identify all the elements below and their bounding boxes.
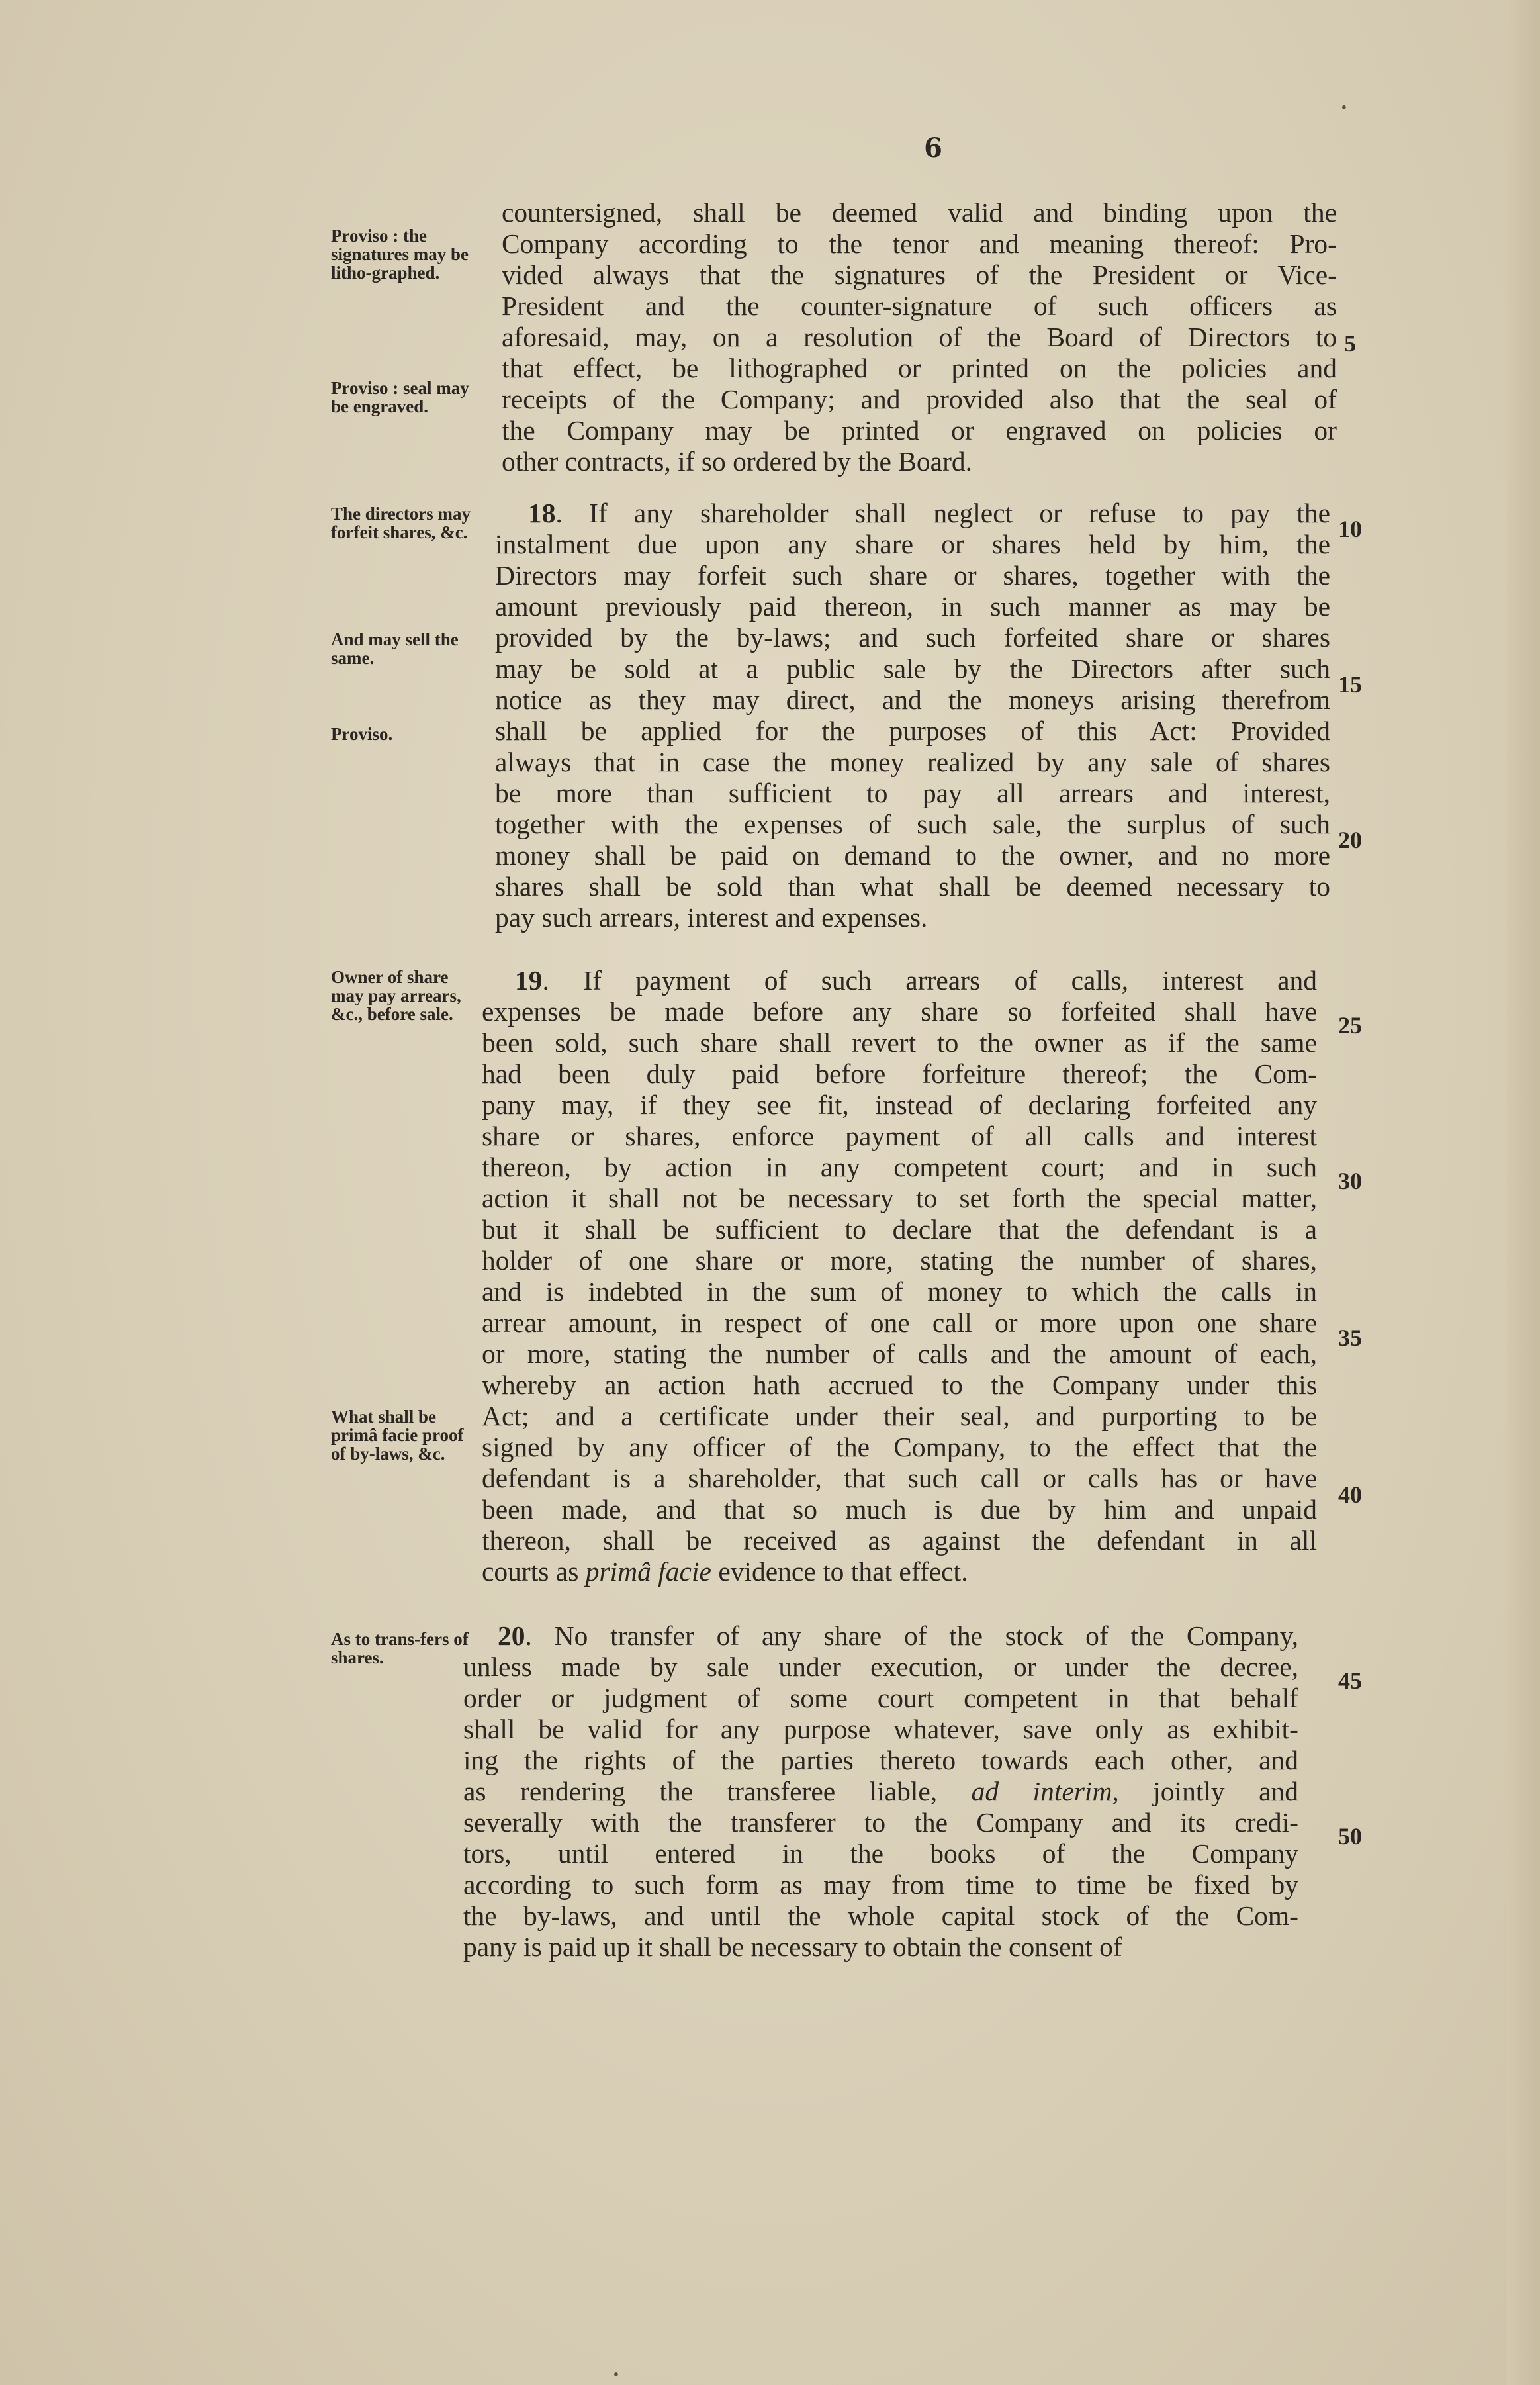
line-number: 30 — [1338, 1168, 1362, 1194]
margin-note-prima-facie: What shall be primâ facie proof of by-laws, &c. — [331, 1407, 464, 1464]
section-18 — [495, 498, 1330, 933]
text-line: receipts of the Company; and provided also that the seal of — [502, 384, 1337, 414]
margin-note-proviso-signatures: Proviso : the signatures may be litho-graphed. — [331, 226, 469, 283]
text-line: the by-laws, and until the whole capital stock of the Com- — [463, 1900, 1298, 1931]
text-line: ing the rights of the parties thereto towards each other, and — [463, 1745, 1298, 1775]
text-line: severally with the transferer to the Company and its credi- — [463, 1807, 1298, 1838]
text-line: whereby an action hath accrued to the Company under this — [482, 1370, 1317, 1400]
text-line: according to such form as may from time to time be fixed by — [463, 1869, 1298, 1900]
text-line: Company according to the tenor and meaning thereof: Pro- — [502, 228, 1337, 259]
line-number: 15 — [1338, 671, 1362, 698]
margin-note-directors-forfeit: The directors may forfeit shares, &c. — [331, 504, 471, 542]
text-fragment: jointly and — [1118, 1776, 1298, 1806]
margin-note-transfers: As to trans-fers of shares. — [331, 1629, 469, 1667]
text-line: be more than sufficient to pay all arrears and interest, — [495, 778, 1330, 808]
text-line: defendant is a shareholder, that such call or calls has or have — [482, 1463, 1317, 1493]
margin-note-proviso: Proviso. — [331, 724, 393, 744]
text-line: pany may, if they see fit, instead of declaring forfeited any — [482, 1090, 1317, 1120]
text-line: holder of one share or more, stating the number of shares, — [482, 1245, 1317, 1276]
italic-term-prima-facie: primâ facie — [585, 1556, 711, 1587]
line-number: 50 — [1338, 1823, 1362, 1849]
paragraph-17-continuation — [502, 197, 1337, 477]
text-line: may be sold at a public sale by the Directors after such — [495, 653, 1330, 684]
print-speck: • — [1340, 99, 1348, 115]
text-line: been sold, such share shall revert to the owner as if the same — [482, 1027, 1317, 1058]
text-line: arrear amount, in respect of one call or more upon one share — [482, 1307, 1317, 1338]
text-line: tors, until entered in the books of the Company — [463, 1838, 1298, 1869]
text-line: and is indebted in the sum of money to which the calls in — [482, 1276, 1317, 1307]
text-line: amount previously paid thereon, in such manner as may be — [495, 591, 1330, 622]
line-number: 45 — [1338, 1667, 1362, 1694]
text-line: order or judgment of some court competent in that behalf — [463, 1683, 1298, 1713]
text-line: shares shall be sold than what shall be deemed necessary to — [495, 871, 1330, 902]
text-line: signed by any officer of the Company, to the effect that the — [482, 1432, 1317, 1462]
page-edge-shadow — [1507, 0, 1540, 2385]
text-fragment: as rendering the transferee liable, — [463, 1776, 972, 1806]
text-line: President and the counter-signature of such officers as — [502, 291, 1337, 321]
text-line: action it shall not be necessary to set forth the special matter, — [482, 1183, 1317, 1213]
text-line: been made, and that so much is due by him and unpaid — [482, 1494, 1317, 1524]
text-fragment: evidence to that effect. — [711, 1556, 968, 1587]
text-line — [463, 1776, 1298, 1807]
section-number: 19 — [515, 965, 543, 996]
margin-note-owner-pay-arrears: Owner of share may pay arrears, &c., before sale. — [331, 967, 461, 1024]
text-line: instalment due upon any share or shares held by him, the — [495, 529, 1330, 559]
text-line: . If any shareholder shall neglect or refuse to pay the — [555, 498, 1330, 528]
text-line: or more, stating the number of calls and the amount of each, — [482, 1338, 1317, 1369]
text-line: notice as they may direct, and the moneys arising therefrom — [495, 684, 1330, 715]
text-line: that effect, be lithographed or printed on the policies and — [502, 353, 1337, 383]
text-line: Act; and a certificate under their seal, and purporting to be — [482, 1401, 1317, 1431]
text-line: countersigned, shall be deemed valid and binding upon the — [502, 197, 1337, 228]
text-line: shall be valid for any purpose whatever, save only as exhibit- — [463, 1714, 1298, 1744]
text-line — [482, 1556, 1317, 1587]
text-line: pany is paid up it shall be necessary to obtain the consent of — [463, 1932, 1122, 1962]
margin-note-proviso-seal: Proviso : seal may be engraved. — [331, 378, 469, 416]
line-number: 5 — [1344, 330, 1356, 357]
text-line: . If payment of such arrears of calls, interest and — [542, 965, 1317, 996]
margin-note-may-sell: And may sell the same. — [331, 630, 459, 668]
text-line: . No transfer of any share of the stock of the Company, — [525, 1620, 1298, 1651]
text-line: Directors may forfeit such share or shares, together with the — [495, 560, 1330, 590]
section-20 — [463, 1620, 1298, 1963]
text-line: provided by the by-laws; and such forfeited share or shares — [495, 622, 1330, 653]
text-line: unless made by sale under execution, or under the decree, — [463, 1652, 1298, 1682]
text-line: vided always that the signatures of the President or Vice- — [502, 259, 1337, 290]
text-line: always that in case the money realized by any sale of shares — [495, 747, 1330, 777]
text-line: pay such arrears, interest and expenses. — [495, 902, 928, 933]
text-line: aforesaid, may, on a resolution of the Board of Directors to — [502, 322, 1337, 352]
line-number: 25 — [1338, 1012, 1362, 1039]
line-number: 10 — [1338, 516, 1362, 542]
text-line: expenses be made before any share so forfeited shall have — [482, 996, 1317, 1027]
section-19 — [482, 965, 1317, 1587]
text-line: share or shares, enforce payment of all calls and interest — [482, 1121, 1317, 1151]
section-number: 20 — [498, 1620, 525, 1651]
page-number: 6 — [924, 132, 942, 164]
line-number: 35 — [1338, 1325, 1362, 1351]
text-line: together with the expenses of such sale, the surplus of such — [495, 809, 1330, 839]
italic-term-ad-interim: ad interim, — [971, 1776, 1119, 1806]
text-line: shall be applied for the purposes of this Act: Provided — [495, 716, 1330, 746]
text-line: thereon, by action in any competent court; and in such — [482, 1152, 1317, 1182]
text-line: the Company may be printed or engraved on policies or — [502, 415, 1337, 445]
text-fragment: courts as — [482, 1556, 586, 1587]
line-number: 20 — [1338, 827, 1362, 853]
line-number: 40 — [1338, 1481, 1362, 1508]
text-line: thereon, shall be received as against the defendant in all — [482, 1525, 1317, 1556]
text-line: but it shall be sufficient to declare that the defendant is a — [482, 1214, 1317, 1244]
section-number: 18 — [528, 498, 556, 528]
text-line: other contracts, if so ordered by the Board. — [502, 446, 973, 477]
text-line: money shall be paid on demand to the owner, and no more — [495, 840, 1330, 870]
text-line: had been duly paid before forfeiture thereof; the Com- — [482, 1058, 1317, 1089]
print-speck: • — [612, 2366, 620, 2382]
